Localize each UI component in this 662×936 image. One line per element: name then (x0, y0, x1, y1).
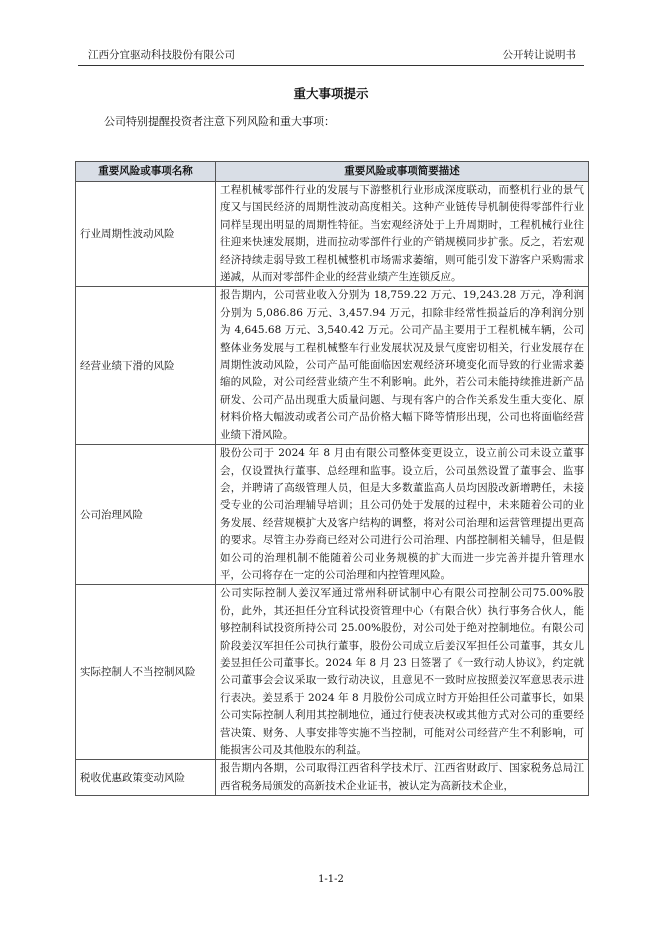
table-row (76, 445, 589, 585)
risk-description: 公司实际控制人姜汉军通过常州科研试制中心有限公司控制公司75.00%股份，此外，其还担任分宜科试投资管理中心（有限合伙）执行事务合伙人，能够控制科试投资所持公司 25.00%股份，对公司处于绝对控制地位。有限公司阶段姜汉军担任公司执行董事，股份公司成立后姜汉军担任公司董事，其女儿姜昱担任公司董事长。2024 年 8 月 23 日签署了《一致行动人协议》，约定就公司董事会会议采取一致行动决议，且意见不一致时应按照姜汉军意思表示进行表决。姜昱系于 2024 年 8 月股份公司成立时方开始担任公司董事长，如果公司实际控制人利用其控制地位，通过行使表决权或其他方式对公司的重要经营决策、财务、人事安排等实施不当控制，可能对公司经营产生不利影响，可能损害公司及其他股东的利益。 (216, 585, 589, 760)
risk-name: 实际控制人不当控制风险 (76, 585, 216, 760)
risk-description: 股份公司于 2024 年 8 月由有限公司整体变更设立，设立前公司未设立董事会，仅设置执行董事、总经理和监事。设立后，公司虽然设置了董事会、监事会，并聘请了高级管理人员，但是大多数董监高人员均因股改新增聘任，未接受专业的公司治理辅导培训；且公司仍处于发展的过程中，未来随着公司的业务发展、经营规模扩大及客户结构的调整，将对公司治理和运营管理提出更高的要求。尽管主办券商已经对公司进行公司治理、内部控制相关辅导，但是假如公司的治理机制不能随着公司业务规模的扩大而进一步完善并提升管理水平，公司将存在一定的公司治理和内控管理风险。 (216, 445, 589, 585)
table-row (76, 585, 589, 760)
page-title: 重大事项提示 (293, 86, 369, 101)
page-number: 1-1-2 (318, 874, 344, 885)
column-header-name: 重要风险或事项名称 (76, 162, 216, 182)
header-divider (78, 65, 584, 66)
risk-description: 报告期内，公司营业收入分别为 18,759.22 万元、19,243.28 万元，净利润分别为 5,086.86 万元、3,457.94 万元，扣除非经常性损益后的净利润分别为 4,645.68 万元、3,540.42 万元。公司产品主要用于工程机械车辆，公司整体业务发展与工程机械整车行业发展状况及景气度密切相关，行业发展存在周期性波动风险，公司产品可能面临因宏观经济环境变化而导致的行业需求萎缩的风险，对公司经营业绩产生不利影响。此外，若公司未能持续推进新产品研发、公司产品出现重大质量问题、与现有客户的合作关系发生重大变化、原材料价格大幅波动或者公司产品价格大幅下降等情形出现，公司也将面临经营业绩下滑风险。 (216, 287, 589, 445)
header-company: 江西分宜驱动科技股份有限公司 (88, 49, 235, 61)
page-header (78, 47, 584, 63)
intro-paragraph: 公司特别提醒投资者注意下列风险和重大事项： (104, 115, 335, 128)
column-header-description: 重要风险或事项简要描述 (216, 162, 589, 182)
risk-name: 经营业绩下滑的风险 (76, 287, 216, 445)
header-doc-type: 公开转让说明书 (502, 49, 576, 61)
table-header-row (76, 162, 589, 182)
risk-name: 税收优惠政策变动风险 (76, 760, 216, 796)
risk-table (75, 161, 589, 796)
table-row (76, 760, 589, 796)
table-row (76, 287, 589, 445)
risk-name: 公司治理风险 (76, 445, 216, 585)
risk-description: 工程机械零部件行业的发展与下游整机行业形成深度联动，而整机行业的景气度又与国民经济的周期性波动高度相关。这种产业链传导机制使得零部件行业同样呈现出明显的周期性特征。当宏观经济处于上升周期时，工程机械行业往往迎来快速发展期，进而拉动零部件行业的产销规模同步扩张。反之，若宏观经济持续走弱导致工程机械整机市场需求萎缩，则可能引发下游客户采购需求递减，从而对零部件企业的经营业绩产生连锁反应。 (216, 182, 589, 287)
table-row (76, 182, 589, 287)
risk-name: 行业周期性波动风险 (76, 182, 216, 287)
risk-description: 报告期内各期，公司取得江西省科学技术厅、江西省财政厅、国家税务总局江西省税务局颁发的高新技术企业证书，被认定为高新技术企业， (216, 760, 589, 796)
